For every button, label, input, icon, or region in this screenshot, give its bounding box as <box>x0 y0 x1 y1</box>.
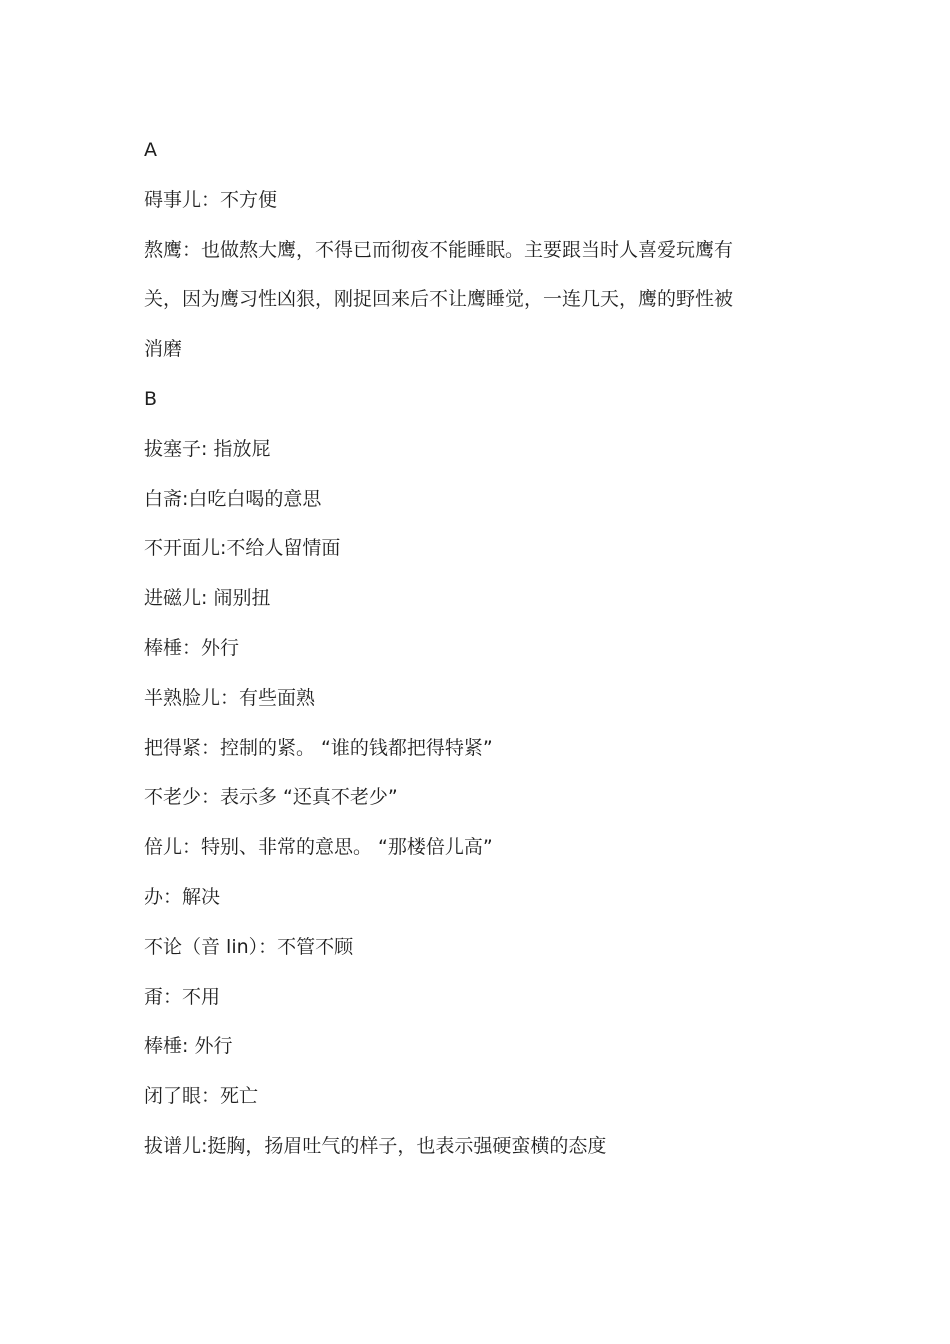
section-heading-b: B <box>144 387 158 410</box>
text-line: 拔塞子: 指放屁 <box>144 437 271 460</box>
text-line: 消磨 <box>144 338 183 361</box>
section-heading-a: A <box>144 139 157 161</box>
text-line: 倍儿：特别、非常的意思。 “那楼倍儿高” <box>144 836 493 859</box>
text-line: 进磁儿: 闹别扭 <box>144 587 271 610</box>
text-line: 不开面儿:不给人留情面 <box>144 537 341 560</box>
text-line: 棒棰: 外行 <box>144 1035 233 1058</box>
text-line: 闭了眼：死亡 <box>144 1085 259 1108</box>
text-line: 办：解决 <box>144 885 221 908</box>
text-line: 不老少：表示多 “还真不老少” <box>144 786 398 809</box>
text-line: 棒棰：外行 <box>144 636 240 659</box>
text-line: 不论（音 lin）：不管不顾 <box>144 935 354 958</box>
document-body <box>144 136 764 1182</box>
text-line: 熬鹰：也做熬大鹰，不得已而彻夜不能睡眠。主要跟当时人喜爱玩鹰有 <box>144 238 734 261</box>
text-line: 甭：不用 <box>144 985 221 1008</box>
text-line: 关，因为鹰习性凶狠，刚捉回来后不让鹰睡觉，一连几天，鹰的野性被 <box>144 288 734 311</box>
text-line: 碍事儿：不方便 <box>144 188 278 211</box>
text-line: 半熟脸儿：有些面熟 <box>144 686 316 709</box>
text-line: 把得紧：控制的紧。 “谁的钱都把得特紧” <box>144 736 493 759</box>
text-line: 白斋:白吃白喝的意思 <box>144 487 322 510</box>
text-line: 拔谱儿:挺胸，扬眉吐气的样子，也表示强硬蛮横的态度 <box>144 1134 607 1157</box>
